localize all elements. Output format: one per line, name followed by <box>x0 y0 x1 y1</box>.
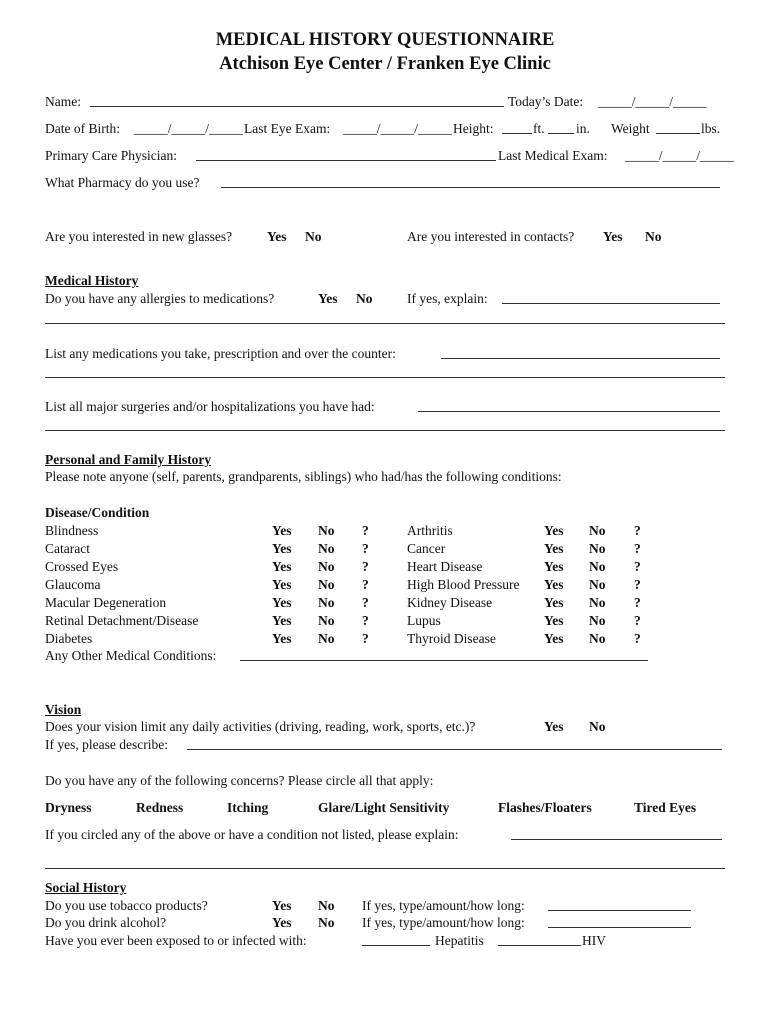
left-unknown-1[interactable]: ? <box>362 541 369 556</box>
last-medical-exam-field[interactable]: _____/_____/_____ <box>625 148 734 163</box>
surgeries-extra-line[interactable] <box>45 430 725 431</box>
left-unknown-0[interactable]: ? <box>362 523 369 538</box>
glasses-yes[interactable]: Yes <box>267 229 287 244</box>
alcohol-question: Do you drink alcohol? <box>45 915 167 930</box>
right-no-5[interactable]: No <box>589 613 606 628</box>
left-unknown-5[interactable]: ? <box>362 613 369 628</box>
right-unknown-4[interactable]: ? <box>634 595 641 610</box>
tobacco-question: Do you use tobacco products? <box>45 898 208 913</box>
right-yes-3[interactable]: Yes <box>544 577 564 592</box>
left-no-5[interactable]: No <box>318 613 335 628</box>
vision-describe-label: If yes, please describe: <box>45 737 168 752</box>
concerns-question: Do you have any of the following concerns? Please circle all that apply: <box>45 773 434 788</box>
right-no-3[interactable]: No <box>589 577 606 592</box>
left-yes-0[interactable]: Yes <box>272 523 292 538</box>
left-no-6[interactable]: No <box>318 631 335 646</box>
medications-label: List any medications you take, prescription and over the counter: <box>45 346 396 361</box>
last-medical-exam-label: Last Medical Exam: <box>498 148 608 163</box>
inches-unit: in. <box>576 121 590 136</box>
right-condition-6: Thyroid Disease <box>407 631 496 646</box>
right-condition-3: High Blood Pressure <box>407 577 520 592</box>
right-unknown-6[interactable]: ? <box>634 631 641 646</box>
concerns-explain-field[interactable] <box>511 827 722 840</box>
right-no-2[interactable]: No <box>589 559 606 574</box>
social-history-heading: Social History <box>45 880 127 895</box>
right-yes-0[interactable]: Yes <box>544 523 564 538</box>
other-conditions-label: Any Other Medical Conditions: <box>45 648 217 663</box>
pcp-label: Primary Care Physician: <box>45 148 177 163</box>
concern-redness[interactable]: Redness <box>136 800 184 815</box>
dob-label: Date of Birth: <box>45 121 120 136</box>
concern-dryness[interactable]: Dryness <box>45 800 92 815</box>
allergies-explain-field[interactable] <box>502 291 720 304</box>
right-yes-6[interactable]: Yes <box>544 631 564 646</box>
pharmacy-label: What Pharmacy do you use? <box>45 175 200 190</box>
left-yes-4[interactable]: Yes <box>272 595 292 610</box>
dob-field[interactable]: _____/_____/_____ <box>134 121 243 136</box>
right-unknown-5[interactable]: ? <box>634 613 641 628</box>
right-unknown-2[interactable]: ? <box>634 559 641 574</box>
name-field[interactable] <box>90 94 504 107</box>
right-unknown-3[interactable]: ? <box>634 577 641 592</box>
medical-history-heading: Medical History <box>45 273 139 288</box>
surgeries-field[interactable] <box>418 399 720 412</box>
left-no-3[interactable]: No <box>318 577 335 592</box>
left-condition-1: Cataract <box>45 541 90 556</box>
glasses-no[interactable]: No <box>305 229 322 244</box>
allergies-extra-line[interactable] <box>45 323 725 324</box>
right-unknown-0[interactable]: ? <box>634 523 641 538</box>
right-no-6[interactable]: No <box>589 631 606 646</box>
left-no-4[interactable]: No <box>318 595 335 610</box>
last-eye-exam-label: Last Eye Exam: <box>244 121 331 136</box>
vision-heading: Vision <box>45 702 82 717</box>
left-yes-6[interactable]: Yes <box>272 631 292 646</box>
glasses-question: Are you interested in new glasses? <box>45 229 233 244</box>
concerns-extra-line[interactable] <box>45 868 725 869</box>
left-unknown-3[interactable]: ? <box>362 577 369 592</box>
right-no-1[interactable]: No <box>589 541 606 556</box>
left-condition-6: Diabetes <box>45 631 93 646</box>
hepatitis-field[interactable] <box>362 933 430 946</box>
right-yes-2[interactable]: Yes <box>544 559 564 574</box>
weight-field[interactable] <box>656 121 700 134</box>
last-eye-exam-field[interactable]: _____/_____/_____ <box>343 121 452 136</box>
concerns-explain-label: If you circled any of the above or have a condition not listed, please explain: <box>45 827 459 842</box>
left-unknown-4[interactable]: ? <box>362 595 369 610</box>
hepatitis-label: Hepatitis <box>435 933 484 948</box>
family-history-heading: Personal and Family History <box>45 452 212 467</box>
concern-glare[interactable]: Glare/Light Sensitivity <box>318 800 450 815</box>
left-unknown-6[interactable]: ? <box>362 631 369 646</box>
allergies-question: Do you have any allergies to medications? <box>45 291 275 306</box>
tobacco-detail-label: If yes, type/amount/how long: <box>362 898 525 913</box>
contacts-question: Are you interested in contacts? <box>407 229 575 244</box>
other-conditions-field[interactable] <box>240 648 648 661</box>
tobacco-detail-field[interactable] <box>548 898 691 911</box>
name-label: Name: <box>45 94 81 109</box>
concern-tired-eyes[interactable]: Tired Eyes <box>634 800 697 815</box>
left-yes-3[interactable]: Yes <box>272 577 292 592</box>
concern-flashes[interactable]: Flashes/Floaters <box>498 800 592 815</box>
disease-condition-heading: Disease/Condition <box>45 505 150 520</box>
left-unknown-2[interactable]: ? <box>362 559 369 574</box>
right-yes-5[interactable]: Yes <box>544 613 564 628</box>
alcohol-detail-field[interactable] <box>548 915 691 928</box>
right-no-4[interactable]: No <box>589 595 606 610</box>
hiv-field[interactable] <box>498 933 581 946</box>
left-condition-0: Blindness <box>45 523 99 538</box>
allergies-no[interactable]: No <box>356 291 373 306</box>
contacts-no[interactable]: No <box>645 229 662 244</box>
right-condition-2: Heart Disease <box>407 559 483 574</box>
right-condition-5: Lupus <box>407 613 441 628</box>
vision-limit-no[interactable]: No <box>589 719 606 734</box>
form-title: MEDICAL HISTORY QUESTIONNAIRE <box>215 30 555 50</box>
right-yes-4[interactable]: Yes <box>544 595 564 610</box>
clinic-name: Atchison Eye Center / Franken Eye Clinic <box>219 54 551 74</box>
tobacco-yes[interactable]: Yes <box>272 898 292 913</box>
pharmacy-field[interactable] <box>221 175 720 188</box>
alcohol-yes[interactable]: Yes <box>272 915 292 930</box>
exposure-question: Have you ever been exposed to or infected with: <box>45 933 307 948</box>
allergies-explain-label: If yes, explain: <box>407 291 488 306</box>
height-feet-field[interactable] <box>502 121 532 134</box>
family-history-instructions: Please note anyone (self, parents, grandparents, siblings) who had/has the following conditions: <box>45 469 562 484</box>
hiv-label: HIV <box>582 933 606 948</box>
left-condition-5: Retinal Detachment/Disease <box>45 613 199 628</box>
feet-unit: ft. <box>533 121 545 136</box>
alcohol-detail-label: If yes, type/amount/how long: <box>362 915 525 930</box>
allergies-yes[interactable]: Yes <box>318 291 338 306</box>
todays-date-label: Today’s Date: <box>508 94 584 109</box>
weight-label: Weight <box>611 121 650 136</box>
left-yes-2[interactable]: Yes <box>272 559 292 574</box>
pcp-field[interactable] <box>196 148 496 161</box>
right-condition-1: Cancer <box>407 541 446 556</box>
medications-extra-line[interactable] <box>45 377 725 378</box>
left-condition-4: Macular Degeneration <box>45 595 167 610</box>
vision-limit-question: Does your vision limit any daily activities (driving, reading, work, sports, etc.)? <box>45 719 476 734</box>
left-condition-2: Crossed Eyes <box>45 559 119 574</box>
vision-limit-yes[interactable]: Yes <box>544 719 564 734</box>
height-inches-field[interactable] <box>548 121 574 134</box>
left-no-0[interactable]: No <box>318 523 335 538</box>
alcohol-no[interactable]: No <box>318 915 335 930</box>
todays-date-field[interactable]: _____/_____/_____ <box>598 94 707 109</box>
left-no-2[interactable]: No <box>318 559 335 574</box>
concern-itching[interactable]: Itching <box>227 800 269 815</box>
left-condition-3: Glaucoma <box>45 577 101 592</box>
right-no-0[interactable]: No <box>589 523 606 538</box>
vision-describe-field[interactable] <box>187 737 722 750</box>
medications-field[interactable] <box>441 346 720 359</box>
height-label: Height: <box>453 121 494 136</box>
tobacco-no[interactable]: No <box>318 898 335 913</box>
right-condition-0: Arthritis <box>407 523 453 538</box>
contacts-yes[interactable]: Yes <box>603 229 623 244</box>
right-condition-4: Kidney Disease <box>407 595 493 610</box>
lbs-unit: lbs. <box>701 121 721 136</box>
right-yes-1[interactable]: Yes <box>544 541 564 556</box>
left-no-1[interactable]: No <box>318 541 335 556</box>
left-yes-5[interactable]: Yes <box>272 613 292 628</box>
surgeries-label: List all major surgeries and/or hospitalizations you have had: <box>45 399 375 414</box>
right-unknown-1[interactable]: ? <box>634 541 641 556</box>
left-yes-1[interactable]: Yes <box>272 541 292 556</box>
